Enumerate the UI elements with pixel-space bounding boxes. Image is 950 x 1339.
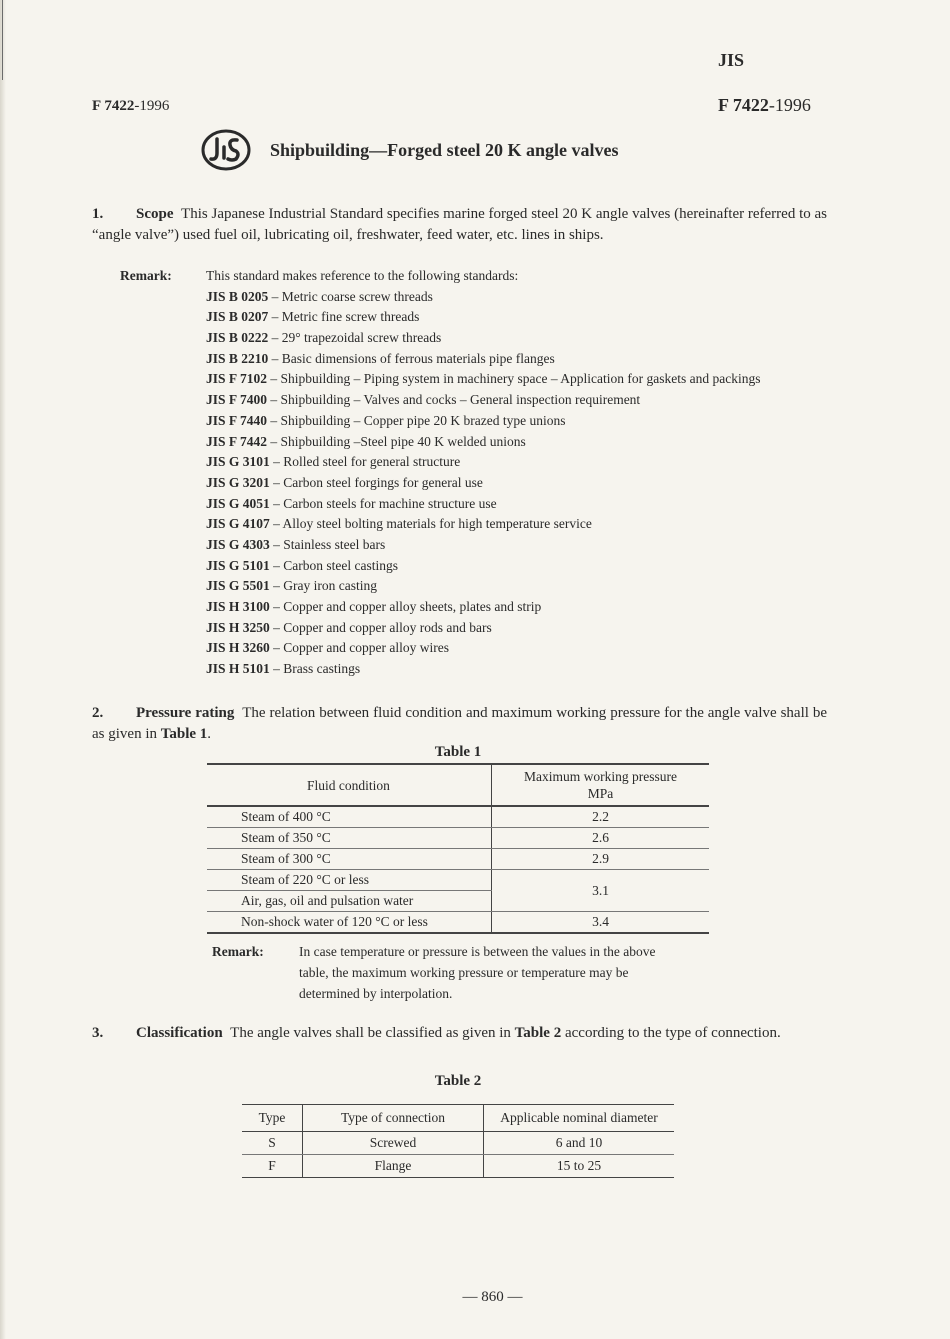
page-number: — 860 — — [462, 1289, 523, 1305]
reference-item: JIS H 3100 – Copper and copper alloy sheets, plates and strip — [206, 599, 542, 614]
reference-item: JIS G 4303 – Stainless steel bars — [206, 536, 386, 552]
reference-item: JIS H 3260 – Copper and copper alloy wires — [206, 640, 449, 656]
table1-caption: Table 1 — [434, 744, 482, 760]
jis-mark: JIS — [718, 50, 745, 70]
reference-item: JIS G 3101 – Rolled steel for general structure — [206, 454, 461, 470]
section-heading: Classification — [136, 1025, 223, 1041]
section-classification: 3. Classification The angle valves shall be classified as given in Table 2 according to the type of connection. — [92, 1023, 827, 1044]
reference-item: JIS G 3201 – Carbon steel forgings for general use — [206, 474, 483, 490]
reference-item: JIS B 0222 – 29° trapezoidal screw threads — [206, 330, 442, 346]
reference-list — [206, 268, 846, 682]
reference-intro: This standard makes reference to the following standards: — [206, 268, 519, 283]
table2-caption: Table 2 — [434, 1073, 482, 1089]
column-header: Fluid condition — [207, 764, 492, 806]
reference-item: JIS F 7440 – Shipbuilding – Copper pipe 20 K brazed type unions — [206, 412, 566, 428]
reference-item: JIS B 0207 – Metric fine screw threads — [206, 309, 420, 325]
reference-item: JIS F 7102 – Shipbuilding – Piping system in machinery space – Application for gaskets and packings — [206, 371, 761, 387]
doc-number-left — [92, 98, 169, 115]
reference-item: JIS G 4051 – Carbon steels for machine structure use — [206, 495, 497, 511]
table2 — [242, 1104, 674, 1178]
doc-year: -1996 — [134, 98, 170, 114]
table-row: Steam of 300 °C 2.9 — [207, 849, 709, 870]
doc-code: F 7422 — [718, 95, 769, 115]
remark-label: Remark: — [120, 268, 172, 283]
table-row: Steam of 220 °C or less 3.1 — [207, 870, 709, 891]
section-text: This Japanese Industrial Standard specifies marine forged steel 20 K angle valves (hereinafter referred to as “angle valve”) used fuel oil, lubricating oil, freshwater, feed water, etc. lines in ships. — [92, 206, 828, 243]
table-header-row — [207, 764, 709, 806]
section-heading: Pressure rating — [136, 705, 235, 721]
section-pressure-rating: 2. Pressure rating The relation between fluid condition and maximum working pressure for the angle valve shall be as given in Table 1. — [92, 705, 828, 742]
table-row: Air, gas, oil and pulsation water — [207, 891, 709, 912]
title-row — [200, 124, 619, 176]
table-header-row — [242, 1105, 674, 1132]
section-number: 3. — [92, 1025, 104, 1041]
reference-item: JIS G 4107 – Alloy steel bolting materials for high temperature service — [206, 516, 592, 532]
remark-label: Remark: — [212, 944, 264, 959]
reference-item: JIS G 5501 – Gray iron casting — [206, 578, 377, 594]
binding-mark — [2, 0, 3, 80]
reference-item: JIS B 0205 – Metric coarse screw threads — [206, 288, 433, 304]
table-reference: Table 1 — [160, 726, 208, 742]
table-reference: Table 2 — [514, 1025, 562, 1041]
doc-code: F 7422 — [92, 98, 135, 114]
reference-item: JIS G 5101 – Carbon steel castings — [206, 557, 398, 573]
reference-item: JIS H 3250 – Copper and copper alloy rods and bars — [206, 619, 492, 635]
table-row: Non-shock water of 120 °C or less 3.4 — [207, 912, 709, 934]
section-number: 1. — [92, 206, 104, 222]
section-heading: Scope — [136, 206, 174, 222]
doc-year: -1996 — [768, 95, 811, 115]
section-scope — [92, 204, 827, 246]
table-row: F Flange 15 to 25 — [242, 1155, 674, 1178]
section-number: 2. — [92, 705, 104, 721]
jis-logo-icon — [200, 127, 252, 173]
column-header: Type of connection — [303, 1105, 484, 1132]
page-title: Shipbuilding—Forged steel 20 K angle valves — [270, 139, 619, 160]
column-header: Maximum working pressure MPa — [492, 764, 710, 806]
table1 — [207, 763, 709, 934]
table-row: Steam of 350 °C 2.6 — [207, 828, 709, 849]
page-edge — [0, 0, 6, 1339]
reference-item: JIS F 7442 – Shipbuilding –Steel pipe 40 K welded unions — [206, 433, 526, 449]
doc-number-right — [718, 95, 811, 116]
reference-item: JIS F 7400 – Shipbuilding – Valves and cocks – General inspection requirement — [206, 392, 641, 408]
remark-text: In case temperature or pressure is between the values in the above table, the maximum working pressure or temperature may be determined by interpolation. — [299, 944, 656, 1001]
table-row: Steam of 400 °C 2.2 — [207, 806, 709, 828]
column-header: Applicable nominal diameter — [484, 1105, 675, 1132]
reference-item: JIS B 2210 – Basic dimensions of ferrous materials pipe flanges — [206, 350, 555, 366]
column-header: Type — [242, 1105, 303, 1132]
table-row: S Screwed 6 and 10 — [242, 1132, 674, 1155]
reference-item: JIS H 5101 – Brass castings — [206, 661, 361, 677]
